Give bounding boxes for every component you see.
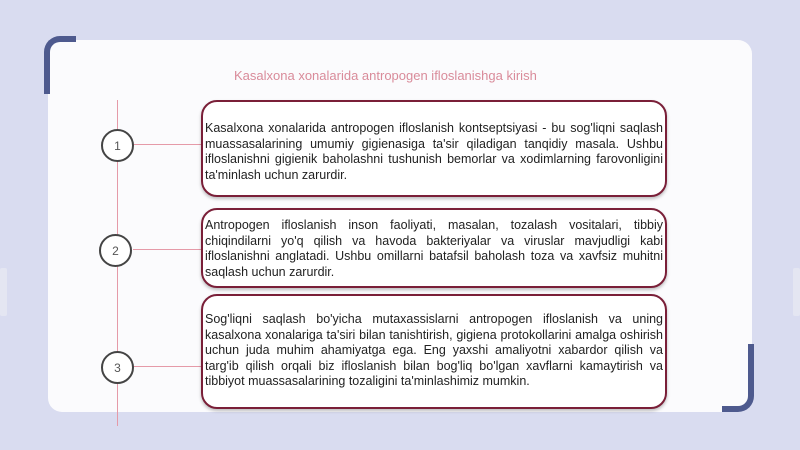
corner-bracket-bottom-right <box>722 344 754 412</box>
step-number-3: 3 <box>101 351 134 384</box>
corner-bracket-top-left <box>44 36 76 94</box>
text-box-3 <box>201 294 667 409</box>
text-box-1 <box>201 100 667 197</box>
connector-2 <box>133 249 203 250</box>
step-number-2: 2 <box>99 234 132 267</box>
left-edge-tab <box>0 268 7 316</box>
text-box-3-content: Sog'liqni saqlash bo'yicha mutaxassislarni antropogen ifloslanish va uning kasalxona xonalariga ta'siri bilan tanishtirish, gigiena protokollarini amalga oshirish uchun juda muhim ahamiyatga ega. Eng yaxshi amaliyotni xabardor qilish va targ'ib qilish orqali biz ifloslanish bilan bog'liq bo'lgan xavflarni kamaytirish va tibbiyot muassasalarining tozaligini ta'minlashimiz mumkin. <box>205 312 663 388</box>
connector-1 <box>133 144 203 145</box>
right-edge-tab <box>793 268 800 316</box>
text-box-1-content: Kasalxona xonalarida antropogen ifloslanish kontseptsiyasi - bu sog'liqni saqlash muassasalarining umumiy gigienasiga ta'sir qiladigan tanqidiy masala. Ushbu ifloslanishni gigienik baholashni tushunish bemorlar va xodimlarning farovonligini ta'minlash uchun zarurdir. <box>205 121 663 182</box>
connector-3 <box>133 366 203 367</box>
step-number-1: 1 <box>101 129 134 162</box>
text-box-2 <box>201 208 667 288</box>
text-box-2-content: Antropogen ifloslanish inson faoliyati, masalan, tozalash vositalari, tibbiy chiqindilarni yo'q qilish va havoda bakteriyalar va viruslar mavjudligi kabi ifloslanishni anglatadi. Ushbu omillarni batafsil baholash toza va xavfsiz muhitni saqlash uchun zarurdir. <box>205 218 663 279</box>
slide-title: Kasalxona xonalarida antropogen ifloslanishga kirish <box>234 68 537 83</box>
